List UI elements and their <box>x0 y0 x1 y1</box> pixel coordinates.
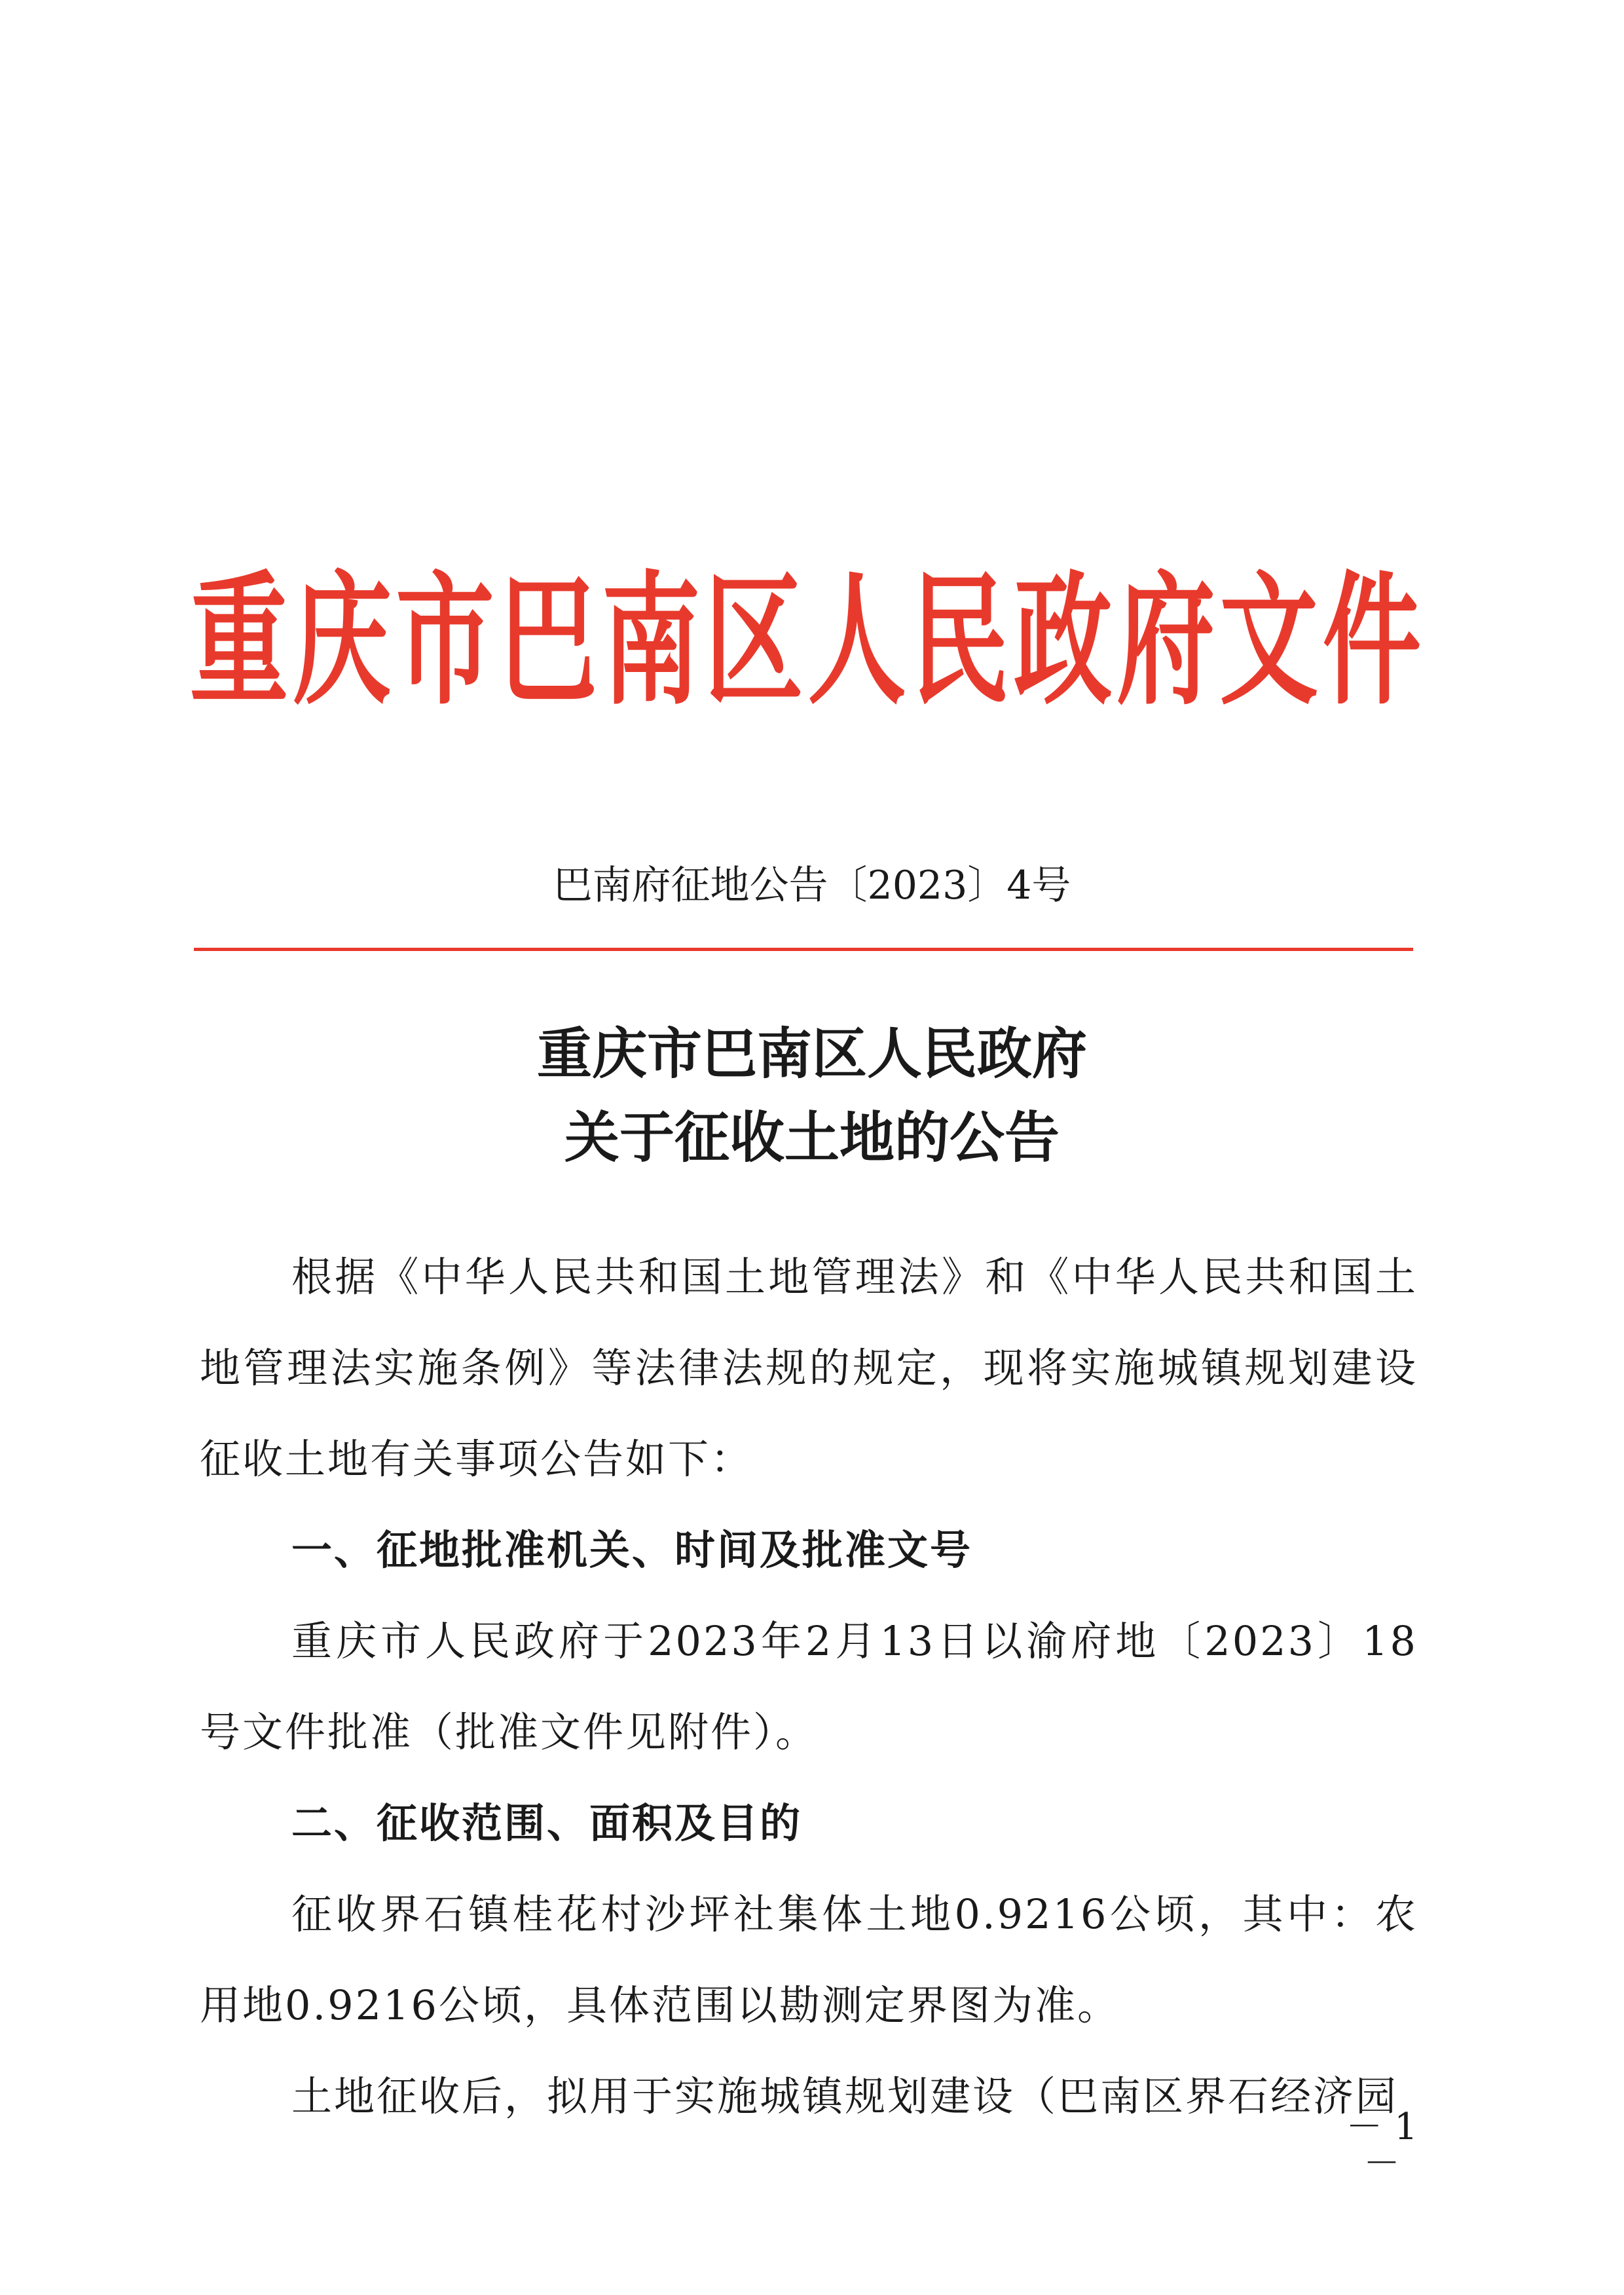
masthead-char: 文 <box>1219 559 1318 725</box>
section2-heading: 二、征收范围、面积及目的 <box>291 1799 803 1847</box>
section2-paragraph-continued: 土地征收后，拟用于实施城镇规划建设（巴南区界石经济园 <box>291 2072 1399 2120</box>
section2-paragraph: 征收界石镇桂花村沙坪社集体土地0.9216公顷，其中：农用地0.9216公顷，具体范围以勘测定界图为准。 <box>200 1890 1418 2029</box>
masthead-char: 件 <box>1322 559 1421 725</box>
masthead-char: 人 <box>807 559 906 725</box>
notice-title-line1: 重庆市巴南区人民政府 <box>536 1021 1087 1086</box>
document-masthead <box>190 537 1421 747</box>
masthead-char: 区 <box>705 559 803 725</box>
masthead-char: 庆 <box>293 559 392 725</box>
notice-body <box>200 1231 1418 2142</box>
red-divider <box>194 948 1413 951</box>
document-number: 巴南府征地公告〔2023〕4号 <box>553 863 1071 908</box>
section1-paragraph: 重庆市人民政府于2023年2月13日以渝府地〔2023〕18号文件批准（批准文件见附件）。 <box>200 1617 1418 1756</box>
notice-title <box>0 1012 1624 1180</box>
section1-heading: 一、征地批准机关、时间及批准文号 <box>291 1526 973 1574</box>
page-number: － 1 － <box>1346 2106 1418 2185</box>
masthead-char: 府 <box>1116 559 1215 725</box>
masthead-char: 重 <box>190 559 289 725</box>
masthead-char: 政 <box>1014 559 1113 725</box>
masthead-char: 巴 <box>498 559 597 725</box>
masthead-char: 市 <box>396 559 494 725</box>
intro-paragraph: 根据《中华人民共和国土地管理法》和《中华人民共和国土地管理法实施条例》等法律法规的规定，现将实施城镇规划建设征收土地有关事项公告如下： <box>200 1253 1418 1483</box>
masthead-char: 南 <box>602 559 701 725</box>
masthead-char: 民 <box>910 559 1009 725</box>
notice-title-line2: 关于征收土地的公告 <box>564 1105 1060 1170</box>
